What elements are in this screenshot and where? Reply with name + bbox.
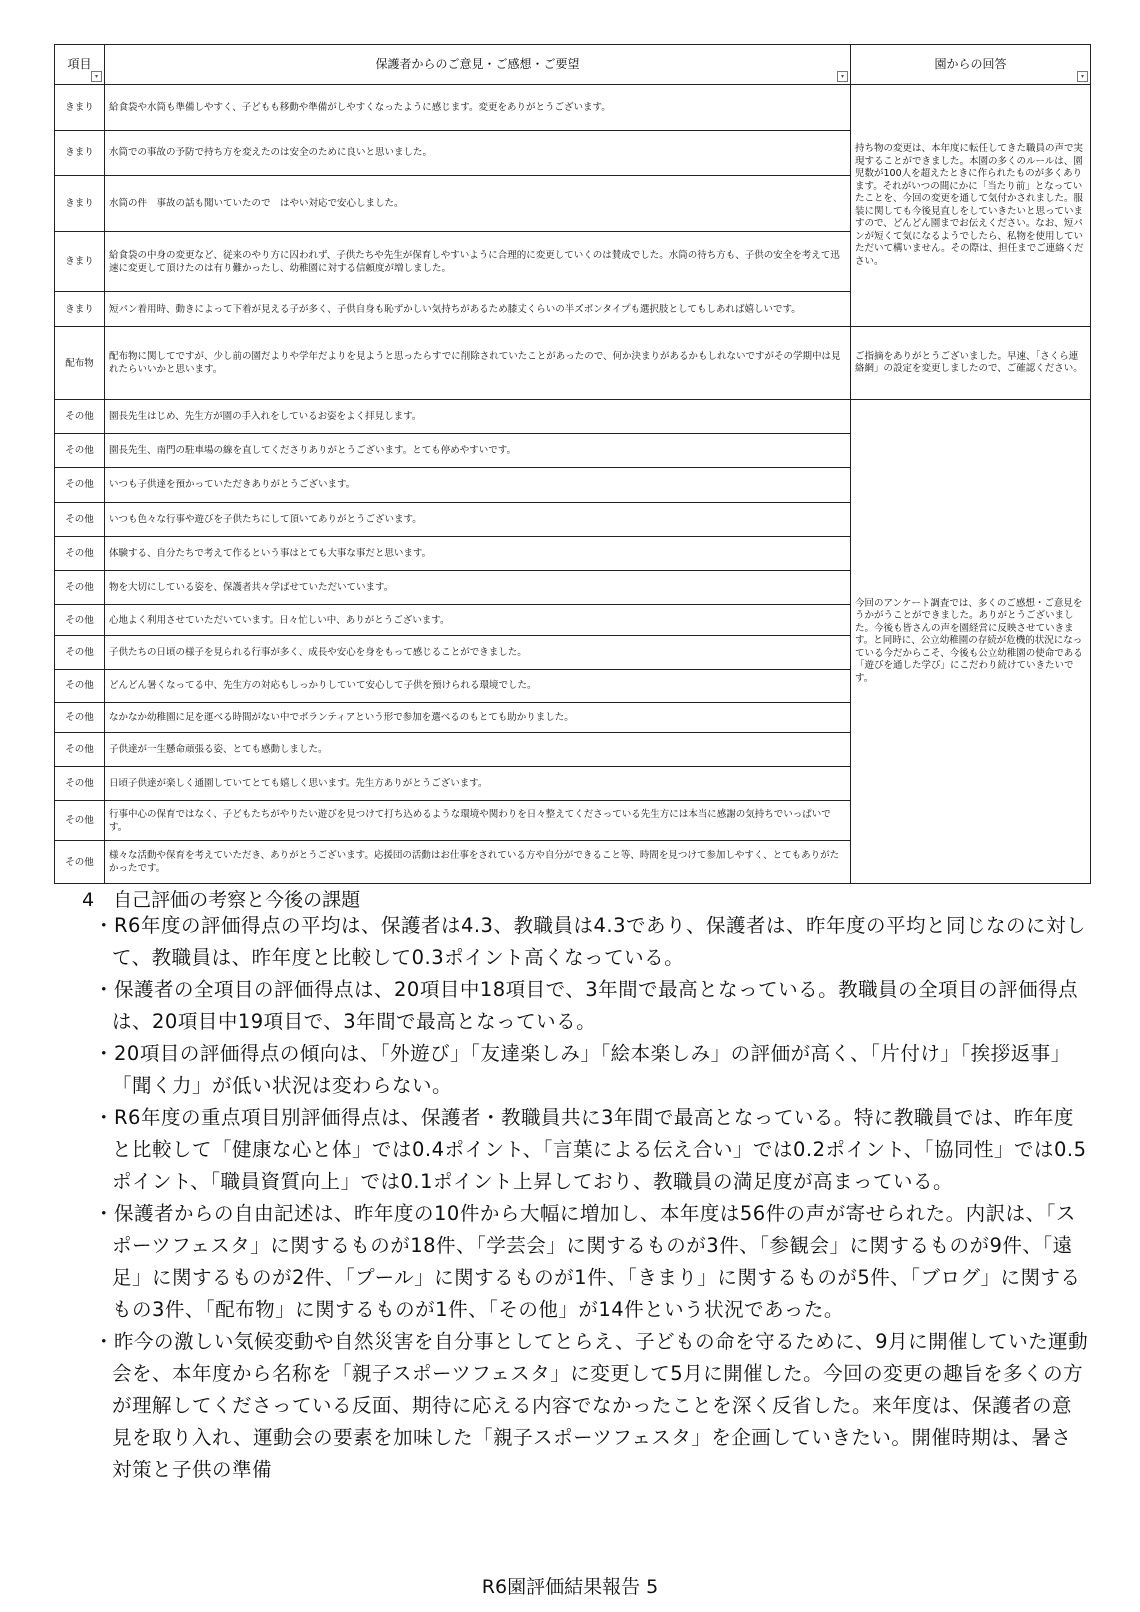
header-answer: 園からの回答 ▾ (851, 45, 1091, 85)
row-category: その他 (55, 841, 105, 884)
row-opinion: 日頃子供達が楽しく通園していてとても嬉しく思います。先生方ありがとうございます。 (105, 766, 851, 800)
row-opinion: 短パン着用時、動きによって下着が見える子が多く、子供自身も恥ずかしい気持ちがあるため膝丈くらいの半ズボンタイプも選択肢としてもしあれば嬉しいです。 (105, 292, 851, 327)
table-row (55, 85, 1091, 131)
row-opinion: 物を大切にしている姿を、保護者共々学ばせていただいています。 (105, 570, 851, 604)
row-opinion: 体験する、自分たちで考えて作るという事はとても大事な事だと思います。 (105, 536, 851, 570)
filter-icon[interactable]: ▾ (837, 71, 848, 82)
row-opinion: 給食袋の中身の変更など、従来のやり方に囚われず、子供たちや先生が保育しやすいように合理的に変更していくのは賛成でした。水筒の待ち方も、子供の安全を考えて迅速に変更して頂けたのは有り難かったし、幼稚園に対する信頼度が増しました。 (105, 232, 851, 292)
bullet-list (60, 910, 1090, 1486)
header-item: 項目 ▾ (55, 45, 105, 85)
row-category: その他 (55, 636, 105, 670)
row-category: その他 (55, 570, 105, 604)
row-opinion: 子供達が一生懸命頑張る姿、とても感動しました。 (105, 732, 851, 766)
row-opinion: 子供たちの日頃の様子を見られる行事が多く、成長や安心を身をもって感じることができました。 (105, 636, 851, 670)
filter-icon[interactable]: ▾ (1077, 71, 1088, 82)
row-opinion: どんどん暑くなってる中、先生方の対応もしっかりしていて安心して子供を預けられる環境でした。 (105, 670, 851, 702)
bullet-item: ・20項目の評価得点の傾向は、「外遊び」「友達楽しみ」「絵本楽しみ」の評価が高く、「片付け」「挨拶返事」「聞く力」が低い状況は変わらない。 (94, 1042, 1071, 1097)
page-footer: R6園評価結果報告 5 (481, 1576, 659, 1598)
row-category: その他 (55, 536, 105, 570)
bullet-item: ・保護者の全項目の評価得点は、20項目中18項目で、3年間で最高となっている。教職員の全項目の評価得点は、20項目中19項目で、3年間で最高となっている。 (94, 978, 1079, 1033)
row-category: きまり (55, 232, 105, 292)
filter-icon[interactable]: ▾ (91, 71, 102, 82)
row-opinion: 給食袋や水筒も準備しやすく、子どもも移動や準備がしやすくなったように感じます。変更をありがとうございます。 (105, 85, 851, 131)
header-opinion: 保護者からのご意見・ご感想・ご要望 ▾ (105, 45, 851, 85)
table-row (55, 400, 1091, 434)
row-opinion: 水筒の件 事故の話も聞いていたので はやい対応で安心しました。 (105, 176, 851, 232)
answer-other: 今回のアンケート調査では、多くのご感想・ご意見をうかがうことができました。ありがとうございました。今後も皆さんの声を園経営に反映させていきます。と同時に、公立幼稚園の存続が危機的状況になっている今だからこそ、今後も公立幼稚園の使命である「遊びを通した学び」にこだわり続けていきたいです。 (851, 400, 1091, 884)
row-category: その他 (55, 400, 105, 434)
row-category: きまり (55, 292, 105, 327)
answer-handouts: ご指摘をありがとうございました。早速、「さくら連絡網」の設定を変更しましたので、ご確認ください。 (851, 327, 1091, 400)
row-category: その他 (55, 670, 105, 702)
bullet-item: ・昨今の激しい気候変動や自然災害を自分事としてとらえ、子どもの命を守るために、9月に開催していた運動会を、本年度から名称を「親子スポーツフェスタ」に変更して5月に開催した。今回の変更の趣旨を多くの方が理解してくださっている反面、期待に応える内容でなかったことを深く反省した。来年度は、保護者の意見を取り入れ、運動会の要素を加味した「親子スポーツフェスタ」を企画していきたい。開催時期は、暑さ対策と子供の準備 (94, 1330, 1089, 1481)
row-opinion: いつも子供達を預かっていただきありがとうございます。 (105, 468, 851, 502)
row-category: その他 (55, 605, 105, 636)
row-category: その他 (55, 434, 105, 468)
row-category: その他 (55, 502, 105, 536)
bullet-item: ・R6年度の重点項目別評価得点は、保護者・教職員共に3年間で最高となっている。特に教職員では、昨年度と比較して「健康な心と体」では0.4ポイント、「言葉による伝え合い」では0.2ポイント、「協同性」では0.5ポイント、「職員資質向上」では0.1ポイント上昇しており、教職員の満足度が高まっている。 (94, 1106, 1087, 1193)
row-category: きまり (55, 176, 105, 232)
row-opinion: いつも色々な行事や遊びを子供たちにして頂いてありがとうございます。 (105, 502, 851, 536)
row-category: その他 (55, 732, 105, 766)
row-category: 配布物 (55, 327, 105, 400)
row-opinion: 水筒での事故の予防で持ち方を変えたのは安全のために良いと思いました。 (105, 130, 851, 176)
row-category: その他 (55, 468, 105, 502)
row-opinion: なかなか幼稚園に足を運べる時間がない中でボランティアという形で参加を選べるのもとても助かりました。 (105, 702, 851, 732)
row-opinion: 様々な活動や保育を考えていただき、ありがとうございます。応援団の活動はお仕事をされている方や自分ができること等、時間を見つけて参加しやすく、とてもありがたかったです。 (105, 841, 851, 884)
section-title: 4 自己評価の考察と今後の課題 (82, 889, 361, 911)
row-opinion: 心地よく利用させていただいています。日々忙しい中、ありがとうございます。 (105, 605, 851, 636)
row-category: きまり (55, 85, 105, 131)
row-category: その他 (55, 702, 105, 732)
table-row (55, 327, 1091, 400)
row-opinion: 園長先生はじめ、先生方が園の手入れをしているお姿をよく拝見します。 (105, 400, 851, 434)
row-category: その他 (55, 766, 105, 800)
feedback-table (54, 44, 1091, 884)
answer-rules: 持ち物の変更は、本年度に転任してきた職員の声で実現することができました。本園の多くのルールは、園児数が100人を超えたときに作られたものが多くあります。それがいつの間にかに「当たり前」となっていたことを、今回の変更を通して気付かされました。服装に関しても今後見直しをしていきたいと思っていますので、どんどん園までお伝えください。なお、短パンが短くて気になるようでしたら、私物を使用していただいて構いません。その際は、担任までご連絡ください。 (851, 85, 1091, 327)
row-category: その他 (55, 800, 105, 840)
row-opinion: 園長先生、南門の駐車場の線を直してくださりありがとうございます。とても停めやすいです。 (105, 434, 851, 468)
row-opinion: 配布物に関してですが、少し前の園だよりや学年だよりを見ようと思ったらすでに削除されていたことがあったので、何か決まりがあるかもしれないですがその学期中は見れたらいいかと思います。 (105, 327, 851, 400)
bullet-item: ・R6年度の評価得点の平均は、保護者は4.3、教職員は4.3であり、保護者は、昨年度の平均と同じなのに対して、教職員は、昨年度と比較して0.3ポイント高くなっている。 (94, 914, 1086, 969)
bullet-item: ・保護者からの自由記述は、昨年度の10件から大幅に増加し、本年度は56件の声が寄せられた。内訳は、「スポーツフェスタ」に関するものが18件、「学芸会」に関するものが3件、「参観会」に関するものが9件、「遠足」に関するものが2件、「プール」に関するものが1件、「きまり」に関するものが5件、「ブログ」に関するもの3件、「配布物」に関するものが1件、「その他」が14件という状況であった。 (94, 1202, 1081, 1321)
row-opinion: 行事中心の保育ではなく、子どもたちがやりたい遊びを見つけて打ち込めるような環境や関わりを日々整えてくださっている先生方には本当に感謝の気持ちでいっぱいです。 (105, 800, 851, 840)
row-category: きまり (55, 130, 105, 176)
